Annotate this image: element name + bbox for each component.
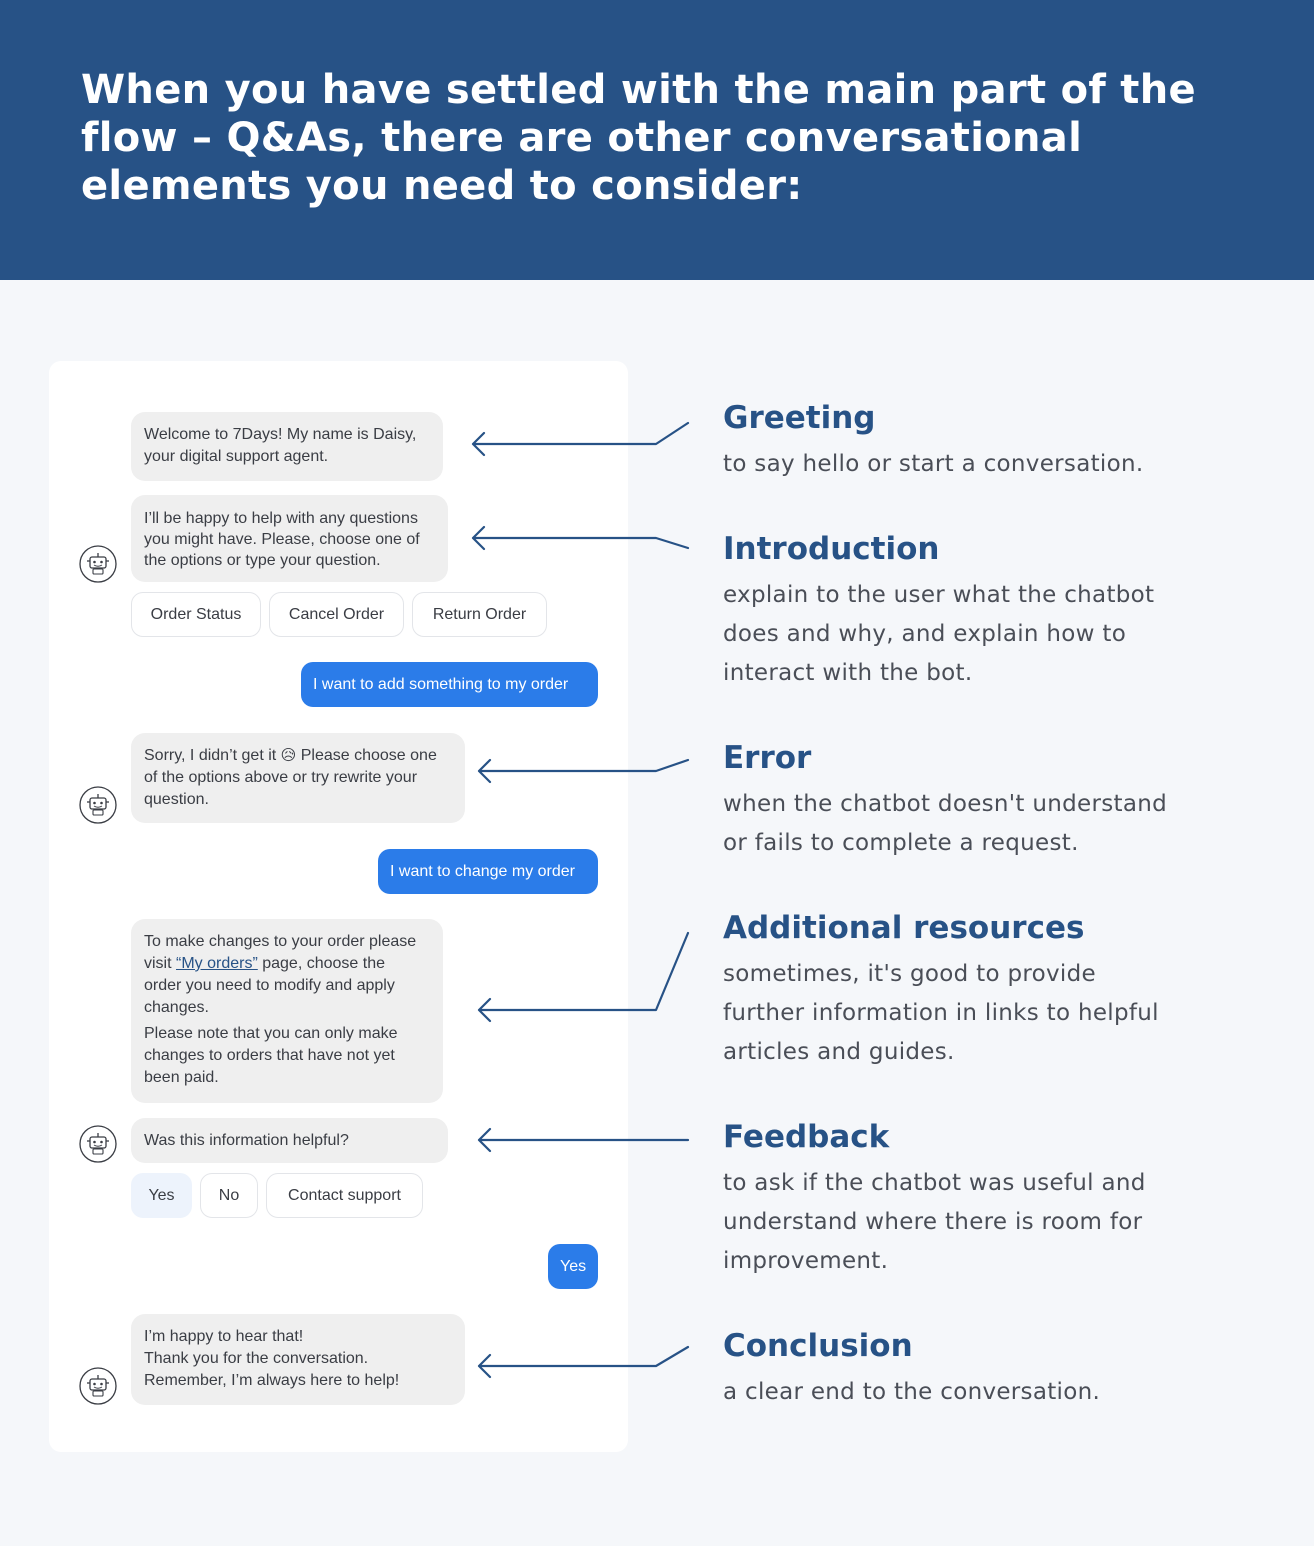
feedback-no-button[interactable]: No: [200, 1173, 258, 1218]
my-orders-link[interactable]: “My orders”: [176, 955, 258, 972]
arrow-conclusion: [479, 1347, 688, 1377]
label-title-conclusion: Conclusion: [723, 1328, 913, 1364]
bot-message-greeting: Welcome to 7Days! My name is Daisy, your digital support agent.: [131, 412, 443, 481]
label-desc-greeting: to say hello or start a conversation.: [723, 451, 1144, 477]
quick-reply-cancel-order[interactable]: Cancel Order: [269, 592, 404, 637]
user-message: Yes: [548, 1244, 598, 1289]
user-message: I want to change my order: [378, 849, 598, 894]
label-desc-conclusion: a clear end to the conversation.: [723, 1379, 1101, 1405]
bot-message-feedback: Was this information helpful?: [131, 1118, 448, 1163]
sad-emoji-icon: 😥: [280, 747, 297, 764]
contact-support-button[interactable]: Contact support: [266, 1173, 423, 1218]
arrow-error: [479, 760, 688, 782]
label-title-greeting: Greeting: [723, 400, 876, 436]
error-text: Sorry, I didn’t get it: [144, 747, 281, 764]
bot-message-additional-resources: To make changes to your order please visit “My orders” page, choose the order you need to modify and apply changes. Please note that you can only make changes to orders that have not yet been paid.: [131, 919, 443, 1103]
label-title-feedback: Feedback: [723, 1119, 890, 1155]
label-desc-error: when the chatbot doesn't understand or fails to complete a request.: [723, 791, 1167, 856]
label-title-introduction: Introduction: [723, 531, 940, 567]
user-message: I want to add something to my order: [301, 662, 598, 707]
error-text-continued: Please choose one of the options above or try rewrite your question.: [144, 747, 437, 808]
label-desc-introduction: explain to the user what the chatbot does and why, and explain how to interact with the bot.: [723, 582, 1155, 686]
label-desc-feedback: to ask if the chatbot was useful and understand where there is room for improvement.: [723, 1170, 1146, 1274]
label-title-additional-resources: Additional resources: [723, 910, 1085, 946]
quick-reply-return-order[interactable]: Return Order: [412, 592, 547, 637]
arrow-introduction: [473, 527, 688, 549]
bot-message-introduction: I’ll be happy to help with any questions you might have. Please, choose one of the options or type your question.: [131, 495, 448, 582]
arrow-greeting: [473, 423, 688, 455]
bot-message-conclusion: I’m happy to hear that! Thank you for the conversation. Remember, I’m always here to help!: [131, 1314, 465, 1405]
quick-reply-order-status[interactable]: Order Status: [131, 592, 261, 637]
arrow-additional-resources: [479, 933, 688, 1021]
page-title: When you have settled with the main part of the flow – Q&As, there are other conversational elements you need to consider:: [81, 67, 1196, 209]
feedback-yes-button[interactable]: Yes: [131, 1173, 192, 1218]
arrow-feedback: [479, 1129, 688, 1151]
label-title-error: Error: [723, 740, 812, 776]
label-desc-additional-resources: sometimes, it's good to provide further information in links to helpful articles and guides.: [723, 961, 1159, 1065]
